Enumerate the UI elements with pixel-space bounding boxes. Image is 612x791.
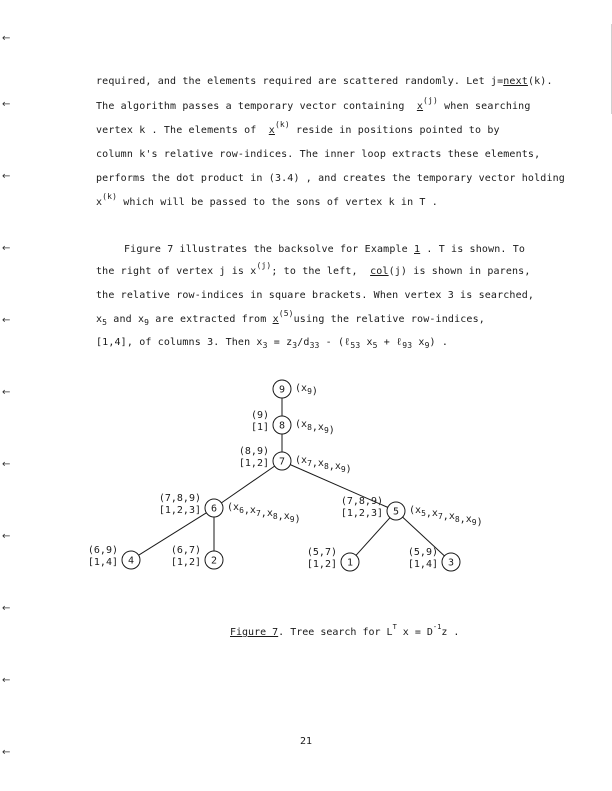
- node-rowindex-label: [1,4]: [87, 557, 118, 568]
- margin-mark: ←: [2, 243, 11, 254]
- tree-node-label: 7: [278, 456, 286, 468]
- margin-mark: ←: [2, 171, 11, 182]
- text-line: the relative row-indices in square brackets. When vertex 3 is searched,: [96, 290, 535, 301]
- node-rowindex-label: [1,2,3]: [340, 508, 383, 519]
- node-vector-label: $(x_9)$: [295, 383, 318, 397]
- node-rowindex-label: [1,2]: [306, 559, 337, 570]
- node-col-label: (5,9): [407, 547, 438, 558]
- margin-mark: ←: [2, 747, 11, 758]
- text-line: performs the dot product in (3.4) , and creates the temporary vector holding: [96, 173, 565, 184]
- text-line: required, and the elements required are scattered randomly. Let j=next(k).: [96, 76, 553, 87]
- node-rowindex-label: [1,2,3]: [158, 505, 201, 516]
- tree-edge-5-1: [356, 518, 390, 556]
- text-line: The algorithm passes a temporary vector containing $x^{(j)}$ when searching: [96, 96, 531, 112]
- tree-node-label: 4: [127, 555, 135, 567]
- margin-mark: ←: [2, 603, 11, 614]
- tree-node-label: 2: [210, 555, 218, 567]
- tree-node-label: 5: [392, 506, 400, 518]
- margin-mark: ←: [2, 459, 11, 470]
- margin-mark: ←: [2, 99, 11, 110]
- text-line: the right of vertex j is $x^{(j)}$; to the left, col(j) is shown in parens,: [96, 261, 531, 277]
- node-rowindex-label: [1,2]: [238, 458, 269, 469]
- node-vector-label: $(x_6,x_7,x_8,x_9)$: [227, 502, 301, 525]
- tree-edge-7-6: [221, 466, 274, 503]
- node-col-label: (6,7): [170, 545, 201, 556]
- node-col-label: (9): [250, 410, 269, 421]
- node-col-label: (8,9): [238, 446, 269, 457]
- tree-edges: [139, 398, 445, 556]
- tree-node-label: 9: [278, 384, 286, 396]
- node-col-label: (6,9): [87, 545, 118, 556]
- node-vector-label: $(x_5,x_7,x_8,x_9)$: [409, 505, 483, 528]
- text-line: column k's relative row-indices. The inner loop extracts these elements,: [96, 149, 541, 160]
- margin-mark: ←: [2, 315, 11, 326]
- tree-node-label: 1: [346, 557, 354, 569]
- tree-nodes: [88, 380, 483, 571]
- node-col-label: (5,7): [306, 547, 337, 558]
- node-rowindex-label: [1,4]: [407, 559, 438, 570]
- text-line: [1,4], of columns 3. Then $x_3 = z_3/d_{33}$ - (ℓ$_{53}$ $x_5$ + ℓ$_{93}$ $x_9$) .: [96, 337, 449, 350]
- figure-caption: Figure 7. Tree search for $L^T$ $x = D^{-1}z$ .: [230, 623, 460, 638]
- node-vector-label: $(x_7,x_8,x_9)$: [295, 455, 352, 475]
- tree-node-label: 3: [447, 557, 455, 569]
- tree-node-label: 8: [278, 420, 286, 432]
- margin-mark: ←: [2, 33, 11, 44]
- margin-mark: ←: [2, 387, 11, 398]
- text-line: $x^{(k)}$ which will be passed to the sons of vertex k in T .: [96, 192, 438, 208]
- node-col-label: (7,8,9): [158, 493, 201, 504]
- node-rowindex-label: [1,2]: [170, 557, 201, 568]
- node-vector-label: $(x_8,x_9)$: [295, 419, 335, 436]
- text-line: vertex k . The elements of $x^{(k)}$ reside in positions pointed to by: [96, 120, 500, 136]
- margin-mark: ←: [2, 531, 11, 542]
- margin-mark: ←: [2, 675, 11, 686]
- text-line: $x_5$ and $x_9$ are extracted from $x^{(5)}using$ the relative row-indices,: [96, 309, 485, 327]
- node-rowindex-label: [1]: [250, 422, 269, 433]
- text-line: Figure 7 illustrates the backsolve for Example 1 . T is shown. To: [124, 244, 526, 255]
- page-number: 21: [299, 736, 313, 747]
- node-col-label: (7,8,9): [340, 496, 383, 507]
- tree-node-label: 6: [210, 503, 218, 515]
